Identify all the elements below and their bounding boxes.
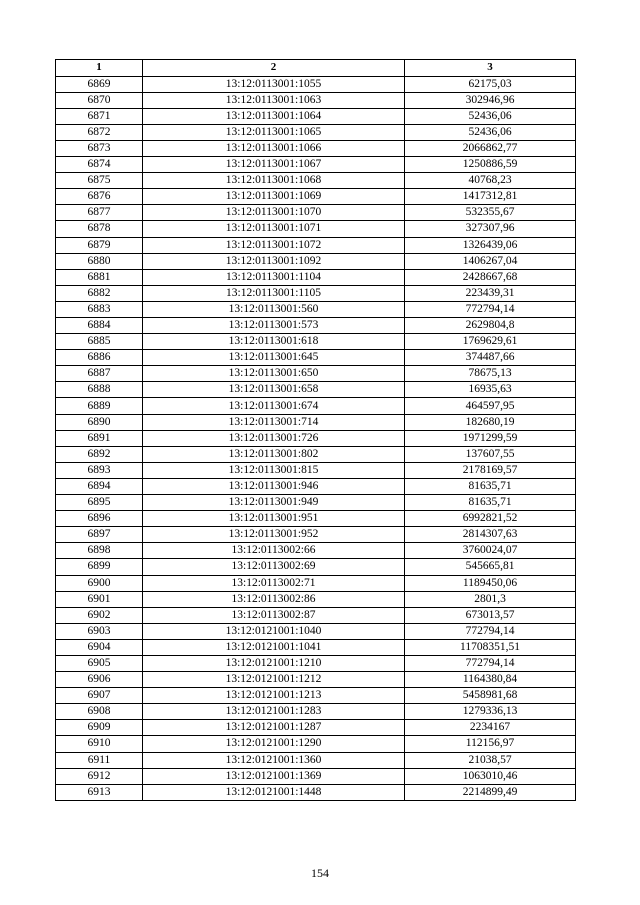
- value-cell: 2801,3: [405, 591, 576, 607]
- table-row: [56, 752, 576, 768]
- cadastral-number-cell: 13:12:0113002:87: [143, 607, 405, 623]
- row-number-cell: 6892: [56, 446, 143, 462]
- row-number-cell: 6871: [56, 108, 143, 124]
- row-number-cell: 6880: [56, 253, 143, 269]
- cadastral-number-cell: 13:12:0113001:1068: [143, 173, 405, 189]
- row-number-cell: 6899: [56, 559, 143, 575]
- cadastral-number-cell: 13:12:0113001:815: [143, 462, 405, 478]
- table-row: [56, 398, 576, 414]
- table-row: [56, 285, 576, 301]
- row-number-cell: 6906: [56, 672, 143, 688]
- table-row: [56, 462, 576, 478]
- value-cell: 182680,19: [405, 414, 576, 430]
- value-cell: 52436,06: [405, 108, 576, 124]
- header-row: [56, 60, 576, 77]
- cadastral-number-cell: 13:12:0121001:1041: [143, 639, 405, 655]
- row-number-cell: 6877: [56, 205, 143, 221]
- value-cell: 464597,95: [405, 398, 576, 414]
- value-cell: 112156,97: [405, 736, 576, 752]
- cadastral-number-cell: 13:12:0113001:952: [143, 527, 405, 543]
- cadastral-number-cell: 13:12:0113001:1104: [143, 269, 405, 285]
- value-cell: 1769629,61: [405, 334, 576, 350]
- table-row: [56, 495, 576, 511]
- cadastral-number-cell: 13:12:0113001:951: [143, 511, 405, 527]
- row-number-cell: 6875: [56, 173, 143, 189]
- row-number-cell: 6889: [56, 398, 143, 414]
- table-row: [56, 430, 576, 446]
- cadastral-number-cell: 13:12:0113001:573: [143, 318, 405, 334]
- value-cell: 1971299,59: [405, 430, 576, 446]
- row-number-cell: 6910: [56, 736, 143, 752]
- row-number-cell: 6900: [56, 575, 143, 591]
- value-cell: 2234167: [405, 720, 576, 736]
- table-row: [56, 559, 576, 575]
- row-number-cell: 6887: [56, 366, 143, 382]
- row-number-cell: 6905: [56, 655, 143, 671]
- table-row: [56, 543, 576, 559]
- value-cell: 327307,96: [405, 221, 576, 237]
- row-number-cell: 6902: [56, 607, 143, 623]
- row-number-cell: 6891: [56, 430, 143, 446]
- table-row: [56, 318, 576, 334]
- value-cell: 3760024,07: [405, 543, 576, 559]
- row-number-cell: 6879: [56, 237, 143, 253]
- cadastral-number-cell: 13:12:0113001:645: [143, 350, 405, 366]
- value-cell: 1164380,84: [405, 672, 576, 688]
- value-cell: 81635,71: [405, 495, 576, 511]
- cadastral-number-cell: 13:12:0113001:726: [143, 430, 405, 446]
- value-cell: 1250886,59: [405, 157, 576, 173]
- value-cell: 223439,31: [405, 285, 576, 301]
- cadastral-number-cell: 13:12:0113001:1067: [143, 157, 405, 173]
- header-col-1: 1: [56, 60, 143, 77]
- cadastral-number-cell: 13:12:0113002:66: [143, 543, 405, 559]
- table-row: [56, 478, 576, 494]
- row-number-cell: 6890: [56, 414, 143, 430]
- table-row: [56, 269, 576, 285]
- row-number-cell: 6878: [56, 221, 143, 237]
- value-cell: 772794,14: [405, 655, 576, 671]
- cadastral-number-cell: 13:12:0113002:71: [143, 575, 405, 591]
- cadastral-number-cell: 13:12:0113002:86: [143, 591, 405, 607]
- value-cell: 2066862,77: [405, 140, 576, 156]
- value-cell: 40768,23: [405, 173, 576, 189]
- table-row: [56, 205, 576, 221]
- table-row: [56, 124, 576, 140]
- table-row: [56, 527, 576, 543]
- value-cell: 2814307,63: [405, 527, 576, 543]
- cadastral-number-cell: 13:12:0113001:1092: [143, 253, 405, 269]
- row-number-cell: 6908: [56, 704, 143, 720]
- cadastral-number-cell: 13:12:0113001:1105: [143, 285, 405, 301]
- cadastral-number-cell: 13:12:0113001:949: [143, 495, 405, 511]
- value-cell: 78675,13: [405, 366, 576, 382]
- row-number-cell: 6873: [56, 140, 143, 156]
- value-cell: 21038,57: [405, 752, 576, 768]
- value-cell: 1189450,06: [405, 575, 576, 591]
- table-row: [56, 366, 576, 382]
- table-row: [56, 334, 576, 350]
- row-number-cell: 6870: [56, 92, 143, 108]
- value-cell: 1279336,13: [405, 704, 576, 720]
- row-number-cell: 6912: [56, 768, 143, 784]
- value-cell: 137607,55: [405, 446, 576, 462]
- cadastral-number-cell: 13:12:0113001:1070: [143, 205, 405, 221]
- table-row: [56, 446, 576, 462]
- table-row: [56, 108, 576, 124]
- row-number-cell: 6904: [56, 639, 143, 655]
- cadastral-number-cell: 13:12:0121001:1290: [143, 736, 405, 752]
- table-row: [56, 672, 576, 688]
- row-number-cell: 6913: [56, 784, 143, 800]
- cadastral-number-cell: 13:12:0121001:1369: [143, 768, 405, 784]
- value-cell: 1326439,06: [405, 237, 576, 253]
- table-row: [56, 350, 576, 366]
- table-row: [56, 382, 576, 398]
- value-cell: 545665,81: [405, 559, 576, 575]
- row-number-cell: 6901: [56, 591, 143, 607]
- header-col-3: 3: [405, 60, 576, 77]
- cadastral-number-cell: 13:12:0113001:674: [143, 398, 405, 414]
- row-number-cell: 6911: [56, 752, 143, 768]
- table-row: [56, 720, 576, 736]
- table-row: [56, 639, 576, 655]
- value-cell: 52436,06: [405, 124, 576, 140]
- cadastral-number-cell: 13:12:0113001:1063: [143, 92, 405, 108]
- table-row: [56, 784, 576, 800]
- table-row: [56, 655, 576, 671]
- table-row: [56, 575, 576, 591]
- value-cell: 5458981,68: [405, 688, 576, 704]
- value-cell: 1406267,04: [405, 253, 576, 269]
- cadastral-number-cell: 13:12:0121001:1040: [143, 623, 405, 639]
- cadastral-number-cell: 13:12:0113001:650: [143, 366, 405, 382]
- value-cell: 11708351,51: [405, 639, 576, 655]
- cadastral-number-cell: 13:12:0113001:1055: [143, 76, 405, 92]
- table-body: [56, 76, 576, 800]
- value-cell: 1417312,81: [405, 189, 576, 205]
- value-cell: 2214899,49: [405, 784, 576, 800]
- row-number-cell: 6893: [56, 462, 143, 478]
- cadastral-number-cell: 13:12:0121001:1360: [143, 752, 405, 768]
- table-row: [56, 253, 576, 269]
- cadastral-number-cell: 13:12:0113001:1065: [143, 124, 405, 140]
- value-cell: 532355,67: [405, 205, 576, 221]
- table-row: [56, 736, 576, 752]
- cadastral-number-cell: 13:12:0113001:618: [143, 334, 405, 350]
- cadastral-number-cell: 13:12:0113001:714: [143, 414, 405, 430]
- value-cell: 2178169,57: [405, 462, 576, 478]
- value-cell: 2428667,68: [405, 269, 576, 285]
- row-number-cell: 6882: [56, 285, 143, 301]
- cadastral-number-cell: 13:12:0121001:1212: [143, 672, 405, 688]
- table-row: [56, 591, 576, 607]
- row-number-cell: 6894: [56, 478, 143, 494]
- value-cell: 1063010,46: [405, 768, 576, 784]
- data-table: [55, 59, 576, 801]
- table-row: [56, 414, 576, 430]
- table-row: [56, 237, 576, 253]
- table-row: [56, 688, 576, 704]
- cadastral-number-cell: 13:12:0113001:802: [143, 446, 405, 462]
- table-header: [56, 60, 576, 77]
- cadastral-number-cell: 13:12:0121001:1283: [143, 704, 405, 720]
- row-number-cell: 6872: [56, 124, 143, 140]
- cadastral-number-cell: 13:12:0121001:1287: [143, 720, 405, 736]
- cadastral-number-cell: 13:12:0113001:1064: [143, 108, 405, 124]
- table-row: [56, 157, 576, 173]
- page-number: 154: [311, 866, 329, 880]
- row-number-cell: 6876: [56, 189, 143, 205]
- value-cell: 374487,66: [405, 350, 576, 366]
- row-number-cell: 6907: [56, 688, 143, 704]
- value-cell: 16935,63: [405, 382, 576, 398]
- row-number-cell: 6869: [56, 76, 143, 92]
- row-number-cell: 6881: [56, 269, 143, 285]
- value-cell: 62175,03: [405, 76, 576, 92]
- row-number-cell: 6898: [56, 543, 143, 559]
- value-cell: 772794,14: [405, 623, 576, 639]
- cadastral-number-cell: 13:12:0113001:560: [143, 301, 405, 317]
- value-cell: 81635,71: [405, 478, 576, 494]
- cadastral-number-cell: 13:12:0113001:946: [143, 478, 405, 494]
- table-row: [56, 511, 576, 527]
- row-number-cell: 6896: [56, 511, 143, 527]
- cadastral-number-cell: 13:12:0113001:1072: [143, 237, 405, 253]
- row-number-cell: 6895: [56, 495, 143, 511]
- value-cell: 772794,14: [405, 301, 576, 317]
- cadastral-number-cell: 13:12:0113001:1066: [143, 140, 405, 156]
- row-number-cell: 6886: [56, 350, 143, 366]
- cadastral-number-cell: 13:12:0113002:69: [143, 559, 405, 575]
- table-row: [56, 189, 576, 205]
- cadastral-number-cell: 13:12:0121001:1448: [143, 784, 405, 800]
- row-number-cell: 6884: [56, 318, 143, 334]
- table-row: [56, 301, 576, 317]
- table-row: [56, 173, 576, 189]
- row-number-cell: 6883: [56, 301, 143, 317]
- row-number-cell: 6897: [56, 527, 143, 543]
- value-cell: 2629804,8: [405, 318, 576, 334]
- table-row: [56, 623, 576, 639]
- cadastral-number-cell: 13:12:0113001:1071: [143, 221, 405, 237]
- table-row: [56, 768, 576, 784]
- table-row: [56, 607, 576, 623]
- value-cell: 302946,96: [405, 92, 576, 108]
- cadastral-number-cell: 13:12:0113001:658: [143, 382, 405, 398]
- value-cell: 6992821,52: [405, 511, 576, 527]
- row-number-cell: 6885: [56, 334, 143, 350]
- header-col-2: 2: [143, 60, 405, 77]
- cadastral-number-cell: 13:12:0121001:1213: [143, 688, 405, 704]
- row-number-cell: 6909: [56, 720, 143, 736]
- cadastral-number-cell: 13:12:0121001:1210: [143, 655, 405, 671]
- table-row: [56, 92, 576, 108]
- row-number-cell: 6874: [56, 157, 143, 173]
- cadastral-number-cell: 13:12:0113001:1069: [143, 189, 405, 205]
- row-number-cell: 6903: [56, 623, 143, 639]
- table-row: [56, 704, 576, 720]
- table-row: [56, 76, 576, 92]
- table-row: [56, 140, 576, 156]
- table-row: [56, 221, 576, 237]
- value-cell: 673013,57: [405, 607, 576, 623]
- row-number-cell: 6888: [56, 382, 143, 398]
